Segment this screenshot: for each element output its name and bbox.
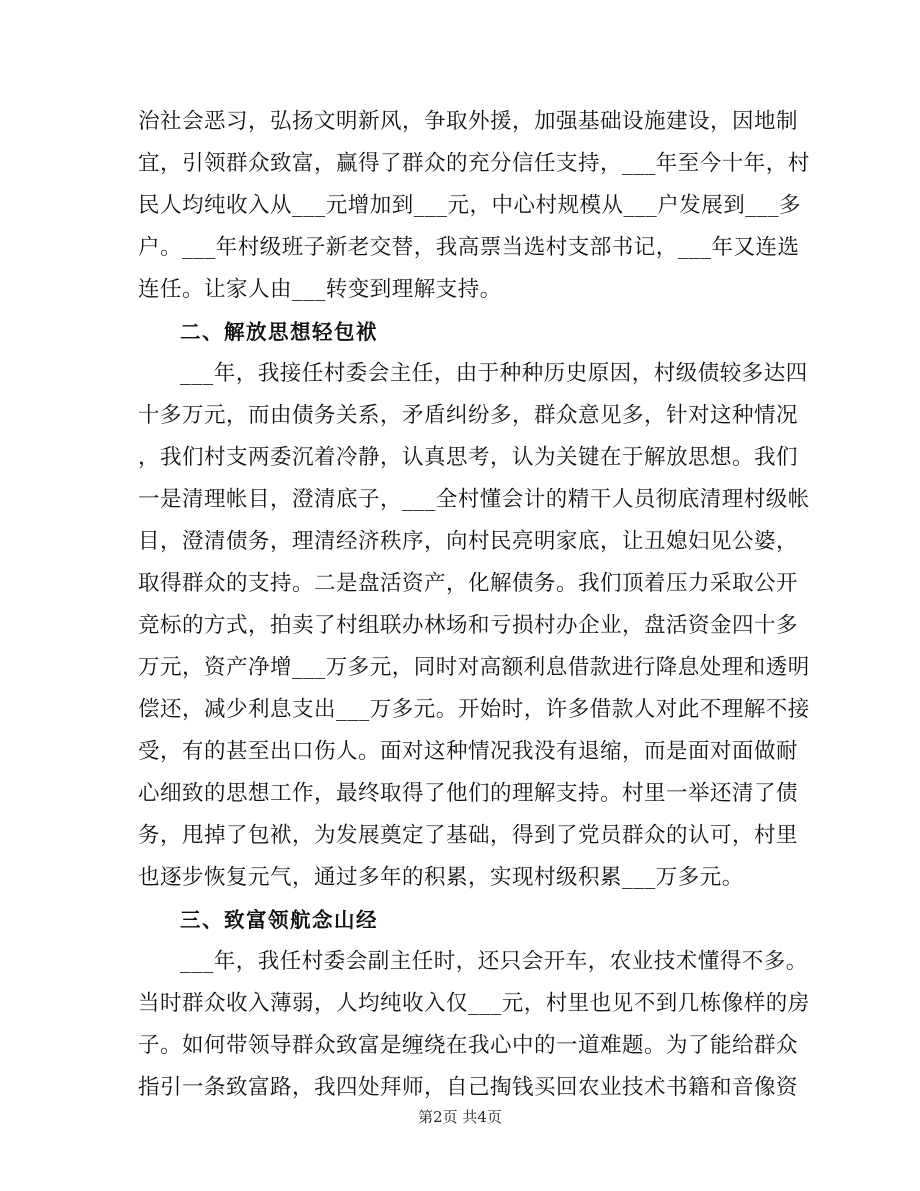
body-line: 连任。让家人由___转变到理解支持。: [138, 277, 502, 302]
body-line: 取得群众的支持。二是盘活资产，化解债务。我们顶着压力采取公开: [138, 571, 799, 596]
body-line: 受，有的甚至出口伤人。面对这种情况我没有退缩，而是面对面做耐: [138, 739, 799, 764]
body-line: 指引一条致富路，我四处拜师，自己掏钱买回农业技术书籍和音像资: [138, 1075, 799, 1100]
body-line: 竞标的方式，拍卖了村组联办林场和亏损村办企业，盘活资金四十多: [138, 613, 799, 638]
paragraph-first-line: ___年，我任村委会副主任时，还只会开车，农业技术懂得不多。: [180, 949, 808, 974]
body-line: 子。如何带领导群众致富是缠绕在我心中的一道难题。为了能给群众: [138, 1033, 799, 1058]
body-line: ，我们村支两委沉着冷静，认真思考，认为关键在于解放思想。我们: [138, 445, 799, 470]
body-line: 当时群众收入薄弱，人均纯收入仅___元，村里也见不到几栋像样的房: [138, 991, 810, 1016]
body-line: 也逐步恢复元气，通过多年的积累，实现村级积累___万多元。: [138, 865, 744, 890]
body-line: 务，甩掉了包袱，为发展奠定了基础，得到了党员群众的认可，村里: [138, 823, 799, 848]
body-line: 万元，资产净增___万多元，同时对高额利息借款进行降息处理和透明: [138, 655, 810, 680]
body-line: 十多万元，而由债务关系，矛盾纠纷多，群众意见多，针对这种情况: [138, 403, 799, 428]
page-footer: 第2页 共4页: [418, 1108, 502, 1126]
section-heading: 三、致富领航念山经: [180, 908, 378, 932]
body-line: 偿还，减少利息支出___万多元。开始时，许多借款人对此不理解不接: [138, 697, 810, 722]
body-line: 心细致的思想工作，最终取得了他们的理解支持。村里一举还清了债: [138, 781, 799, 806]
section-heading: 二、解放思想轻包袱: [180, 320, 378, 344]
body-line: 目，澄清债务，理清经济秩序，向村民亮明家底，让丑媳妇见公婆，: [138, 529, 799, 554]
body-line: 治社会恶习，弘扬文明新风，争取外援，加强基础设施建设，因地制: [138, 109, 799, 134]
paragraph-first-line: ___年，我接任村委会主任，由于种种历史原因，村级债较多达四: [180, 361, 808, 386]
body-line: 民人均纯收入从___元增加到___元，中心村规模从___户发展到___多: [138, 193, 802, 218]
body-line: 一是清理帐目，澄清底子，___全村懂会计的精干人员彻底清理村级帐: [138, 487, 810, 512]
body-line: 宜，引领群众致富，赢得了群众的充分信任支持，___年至今十年，村: [138, 151, 810, 176]
body-line: 户。___年村级班子新老交替，我高票当选村支部书记，___年又连选: [138, 235, 800, 260]
